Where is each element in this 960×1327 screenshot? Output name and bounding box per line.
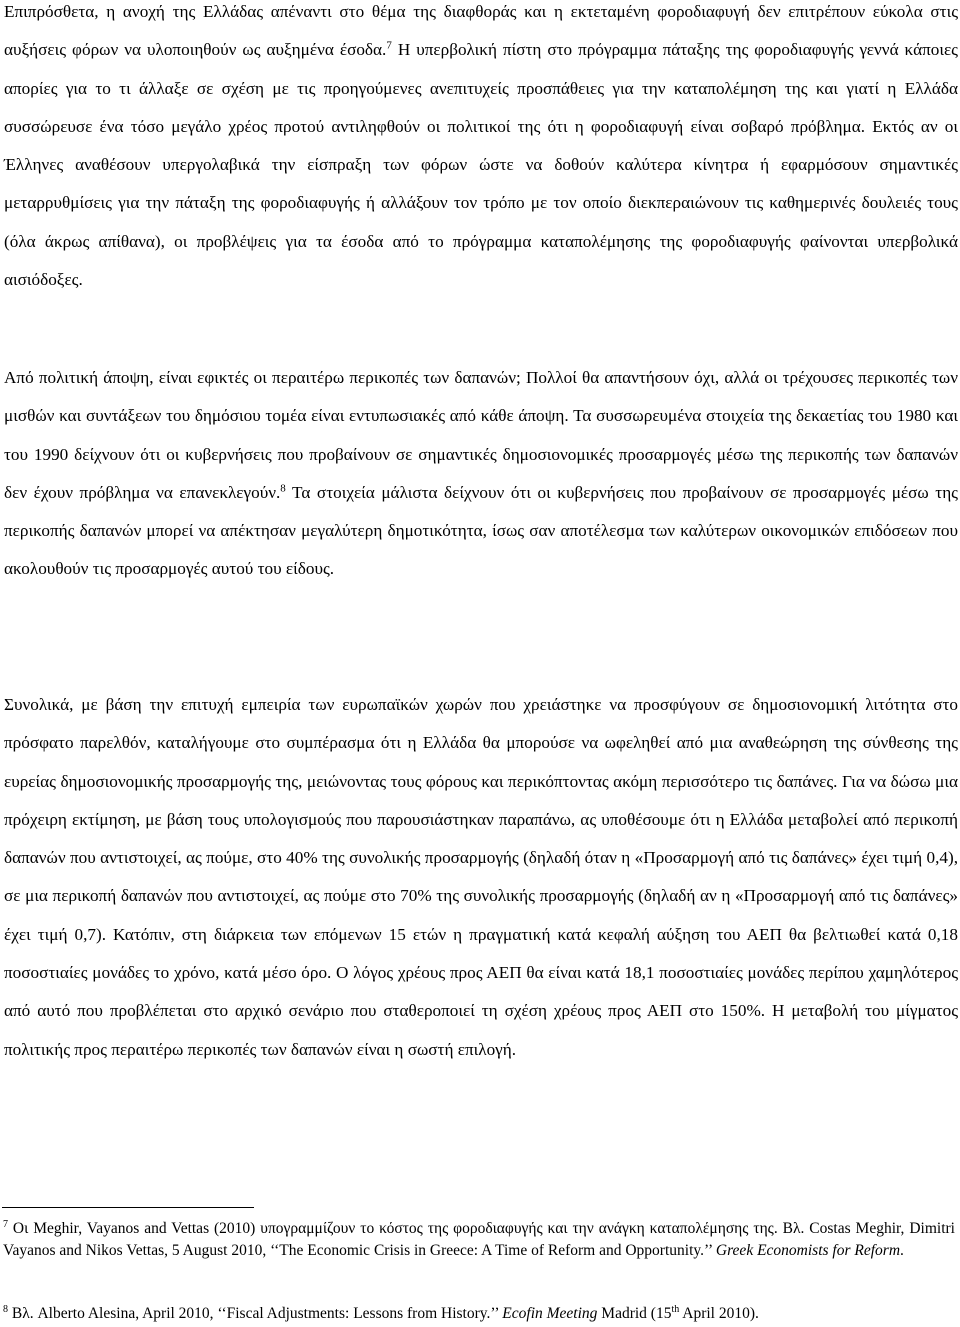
- paragraph-1-text-b: Η υπερβολική πίστη στο πρόγραμμα πάταξης της φοροδιαφυγής γεννά κάποιες απορίες για το τι άλλαξε σε σχέση με τις προηγούμενες ανεπιτυχείς προσπάθειες για την καταπολέμηση της και γιατί η Ελλάδα συσσώρευσε ένα τόσο μεγάλο χρέος προτού αντιληφθούν οι πολιτικοί της ότι η φοροδιαφυγή είναι σοβαρό πρόβλημα. Εκτός αν οι Έλληνες αναθέσουν υπεργολαβικά την είσπραξη των φόρων ώστε να δοθούν καλύτερα κίνητρα ή εφαρμόσουν σημαντικές μεταρρυθμίσεις για την πάταξη της φοροδιαφυγής ή αλλάξουν τον τρόπο με τον οποίο διεκπεραιώνουν τις καθημερινές δουλειές τους (όλα άκρως απίθανα), οι προβλέψεις για τα έσοδα από το πρόγραμμα καταπολέμησης της φοροδιαφυγής φαίνονται υπερβολικά αισιόδοξες.: [4, 40, 958, 290]
- footnote-8: [0, 1303, 959, 1325]
- paragraph-3: Συνολικά, με βάση την επιτυχή εμπειρία των ευρωπαϊκών χωρών που χρειάστηκε να προσφύγουν σε δημοσιονομική λιτότητα στο πρόσφατο παρελθόν, καταλήγουμε στο συμπέρασμα ότι η Ελλάδα θα μπορούσε να ωφεληθεί από μια αναθεώρηση της σύνθεσης της ευρείας δημοσιονομικής προσαρμογής της, μειώνοντας τους φόρους και περικόπτοντας ακόμη περισσότερο τις δαπάνες. Για να δώσω μια πρόχειρη εκτίμηση, με βάση τους υπολογισμούς που παρουσιάστηκαν παραπάνω, ας υποθέσουμε ότι η Ελλάδα μεταβολεί από περικοπή δαπανών που αντιστοιχεί, ας πούμε, στο 40% της συνολικής προσαρμογής (δηλαδή όταν η «Προσαρμογή από τις δαπάνες» έχει τιμή 0,4), σε μια περικοπή δαπανών που αντιστοιχεί, ας πούμε στο 70% της συνολικής προσαρμογής (δηλαδή αν η «Προσαρμογή από τις δαπάνες» έχει τιμή 0,7). Κατόπιν, στη διάρκεια των επόμενων 15 ετών η πραγματική κατά κεφαλή αύξηση του ΑΕΠ θα βελτιωθεί κατά 0,18 ποσοστιαίες μονάδες το χρόνο, κατά μέσο όρο. Ο λόγος χρέους προς ΑΕΠ θα είναι κατά 18,1 ποσοστιαίες μονάδες περίπου χαμηλότερος από αυτό που προβλέπεται στο αρχικό σενάριο που σταθεροποιεί τη σχέση χρέους προς ΑΕΠ στο 150%. Η μεταβολή του μίγματος πολιτικής προς περαιτέρω περικοπές των δαπανών είναι η σωστή επιλογή.: [4, 695, 958, 1059]
- footnote-ref-8[interactable]: 8: [280, 482, 286, 495]
- footnote-8-ordinal: th: [671, 1303, 680, 1315]
- footnote-7-number: 7: [3, 1218, 8, 1230]
- paragraph-1: [0, 0, 960, 299]
- footnote-8-text: Βλ. Alberto Alesina, April 2010, ‘‘Fiscal Adjustments: Lessons from History.’’: [8, 1305, 503, 1322]
- footnote-7: [0, 1218, 959, 1262]
- footnote-8-source: Ecofin Meeting: [502, 1305, 598, 1322]
- footnote-7-end: .: [900, 1242, 904, 1259]
- paragraph-2: [0, 359, 960, 589]
- footnote-7-text: Οι Meghir, Vayanos and Vettas (2010) υπογραμμίζουν το κόστος της φοροδιαφυγής και την ανάγκη καταπολέμησης της. Βλ. Costas Meghir, Dimitri Vayanos and Nikos Vettas, 5 August 2010, ‘‘The Economic Crisis in Greece: A Time of Reform and Opportunity.’’: [3, 1220, 955, 1259]
- footnote-8-end: April 2010).: [679, 1305, 759, 1322]
- footnote-separator: [2, 1207, 254, 1208]
- footnote-7-source: Greek Economists for Reform: [715, 1242, 901, 1259]
- footnote-8-text-2: Madrid (15: [597, 1305, 672, 1322]
- footnote-ref-7[interactable]: 7: [386, 39, 392, 52]
- paragraph-2-text-b: Τα στοιχεία μάλιστα δείχνουν ότι οι κυβερνήσεις που προβαίνουν σε προσαρμογές μέσω της περικοπής δαπανών μπορεί να απέκτησαν μεγαλύτερη δημοτικότητα, ίσως σαν αποτέλεσμα των καλύτερων οικονομικών επιδόσεων που ακολουθούν τις προσαρμογές αυτού του είδους.: [4, 482, 958, 579]
- paragraph-1-text-a: Επιπρόσθετα, η ανοχή της Ελλάδας απέναντι στο θέμα της διαφθοράς και η εκτεταμένη φοροδιαφυγή δεν επιτρέπουν εύκολα στις αυξήσεις φόρων να υλοποιηθούν ως αυξημένα έσοδα.: [4, 2, 958, 60]
- footnote-8-number: 8: [3, 1303, 8, 1315]
- paragraph-2-text-a: Από πολιτική άποψη, είναι εφικτές οι περαιτέρω περικοπές των δαπανών; Πολλοί θα απαντήσουν όχι, αλλά οι τρέχουσες περικοπές των μισθών και συντάξεων του δημόσιου τομέα είναι εντυπωσιακές από κάθε άποψη. Τα συσσωρευμένα στοιχεία της δεκαετίας του 1980 και του 1990 δείχνουν ότι οι κυβερνήσεις που προβαίνουν σε σημαντικές δημοσιονομικές προσαρμογές μέσω της περικοπής των δαπανών δεν έχουν πρόβλημα να επανεκλεγούν.: [4, 368, 958, 502]
